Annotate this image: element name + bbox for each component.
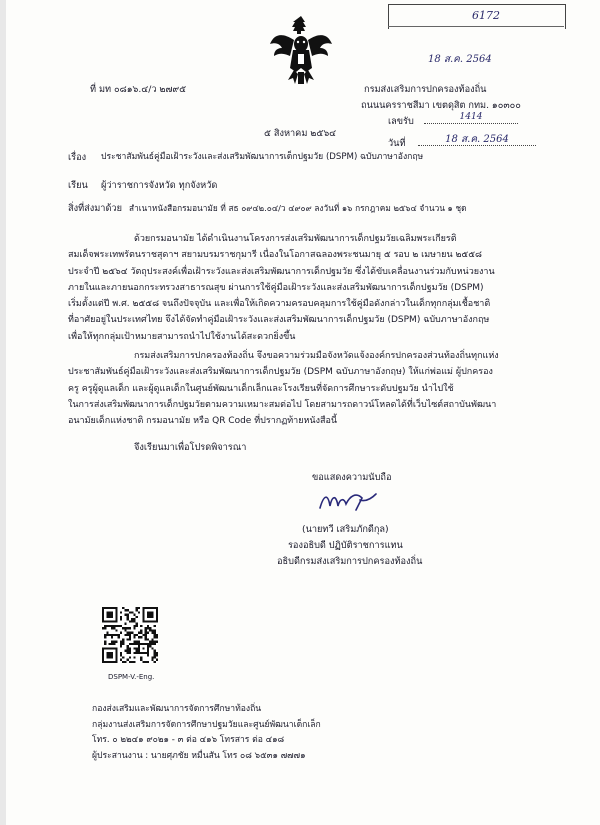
greeting: ขอแสดงความนับถือ [312,472,392,483]
agency-name: กรมส่งเสริมการปกครองท้องถิ่น [364,84,487,95]
paragraph-line: ประชาสัมพันธ์คู่มือเฝ้าระวังและส่งเสริมพัฒนาการเด็กปฐมวัย (DSPM ฉบับภาษาอังกฤษ) ให้แก่พ่อแม่ ผู้ปกครอง [68,367,493,378]
signer-title-1: รองอธิบดี ปฏิบัติราชการแทน [288,540,403,551]
stamp-number: 6172 [472,9,500,22]
qr-caption: DSPM-V.-Eng. [108,673,155,681]
paragraph-line: เริ่มตั้งแต่ปี พ.ศ. ๒๕๕๘ จนถึงปัจจุบัน และเพื่อให้เกิดความครอบคลุมการใช้คู่มือดังกล่าวในเด็กทุกกลุ่มเชื้อชาติ [68,299,491,310]
receive-no-label: เลขรับ [388,116,414,127]
attachment: สำเนาหนังสือกรมอนามัย ที่ สธ ๐๙๔๒.๐๔/ว ๔๙๐๙ ลงวันที่ ๑๖ กรกฎาคม ๒๕๖๔ จำนวน ๑ ชุด [129,203,467,213]
letter-date: ๕ สิงหาคม ๒๕๖๔ [264,128,337,139]
footer-contact [92,702,321,764]
receiving-stamp [388,4,566,66]
signer-name: (นายทวี เสริมภักดีกุล) [302,524,389,535]
paragraph-line: ด้วยกรมอนามัย ได้ดำเนินงานโครงการส่งเสริมพัฒนาการเด็กปฐมวัยเฉลิมพระเกียรติ [134,234,457,244]
handwritten-signature [316,488,380,516]
receive-no: 1414 [424,112,518,124]
subject: ประชาสัมพันธ์คู่มือเฝ้าระวังและส่งเสริมพัฒนาการเด็กปฐมวัย (DSPM) ฉบับภาษาอังกฤษ [101,152,424,162]
closing-line: จึงเรียนมาเพื่อโปรดพิจารณา [134,442,247,453]
paragraph-line: สมเด็จพระเทพรัตนราชสุดาฯ สยามบรมราชกุมารี เนื่องในโอกาสฉลองพระชนมายุ ๕ รอบ ๒ เมษายน ๒๕๕๘ [68,250,482,261]
garuda-emblem-icon [268,14,334,86]
footer-line: โทร. ๐ ๒๒๔๑ ๙๐๒๑ - ๓ ต่อ ๔๑๖ โทรสาร ต่อ ๔๑๘ [92,735,285,745]
signer-title-2: อธิบดีกรมส่งเสริมการปกครองท้องถิ่น [277,556,423,567]
subject-label: เรื่อง [68,152,87,163]
footer-line: กองส่งเสริมและพัฒนาการจัดการศึกษาท้องถิ่น [92,704,262,714]
stamp-date-2: 18 ส.ค. 2564 [418,134,536,146]
document-number: ที่ มท ๐๘๑๖.๔/ว ๒๗๙๕ [90,84,187,95]
to-recipient: ผู้ว่าราชการจังหวัด ทุกจังหวัด [101,180,218,191]
attachment-label: สิ่งที่ส่งมาด้วย [68,203,122,214]
paragraph-line: ภายในและภายนอกกระทรวงสาธารณสุข ผ่านการใช้คู่มือเฝ้าระวังและส่งเสริมพัฒนาการเด็กปฐมวัย (DSPM) [68,282,484,293]
body-paragraph-1 [68,231,548,345]
paragraph-line: ครู ครูผู้ดูแลเด็ก และผู้ดูแลเด็กในศูนย์พัฒนาเด็กเล็กและโรงเรียนที่จัดการศึกษาระดับปฐมวัย นำไปใช้ [68,383,454,394]
footer-line: กลุ่มงานส่งเสริมการจัดการศึกษาปฐมวัยและศูนย์พัฒนาเด็กเล็ก [92,719,321,730]
stamp-date-label: วันที่ [388,138,406,149]
paragraph-line: ในการส่งเสริมพัฒนาการเด็กปฐมวัยตามความเหมาะสมต่อไป โดยสามารถดาวน์โหลดได้ที่เว็บไซต์สถาบันพัฒนา [68,399,497,410]
footer-line: ผู้ประสานงาน : นายศุภชัย หมื่นสัน โทร ๐๘ ๖๕๓๑ ๗๗๗๑ [92,750,306,761]
page-edge [0,0,6,825]
to-label: เรียน [68,180,88,191]
paragraph-line: กรมส่งเสริมการปกครองท้องถิ่น จึงขอความร่วมมือจังหวัดแจ้งองค์กรปกครองส่วนท้องถิ่นทุกแห่ง [134,351,499,361]
paragraph-line: เพื่อให้ทุกกลุ่มเป้าหมายสามารถนำไปใช้งานได้สะดวกยิ่งขึ้น [68,331,296,342]
paragraph-line: ประจำปี ๒๕๖๔ วัตถุประสงค์เพื่อเฝ้าระวังและส่งเสริมพัฒนาการเด็กปฐมวัย ซึ่งได้ขับเคลื่อนงานร่วมกับหน่วยงาน [68,266,495,277]
qr-code-icon [102,607,158,663]
agency-address: ถนนนครราชสีมา เขตดุสิต กทม. ๑๐๓๐๐ [361,100,521,111]
body-paragraph-2 [68,348,548,429]
paragraph-line: อนามัยเด็กแห่งชาติ กรมอนามัย หรือ QR Code ที่ปรากฏท้ายหนังสือนี้ [68,416,338,427]
stamp-date: 18 ส.ค. 2564 [428,54,492,65]
paragraph-line: ที่อาศัยอยู่ในประเทศไทย จึงได้จัดทำคู่มือเฝ้าระวังและส่งเสริมพัฒนาการเด็กปฐมวัย (DSPM) ฉบับภาษาอังกฤษ [68,315,490,326]
